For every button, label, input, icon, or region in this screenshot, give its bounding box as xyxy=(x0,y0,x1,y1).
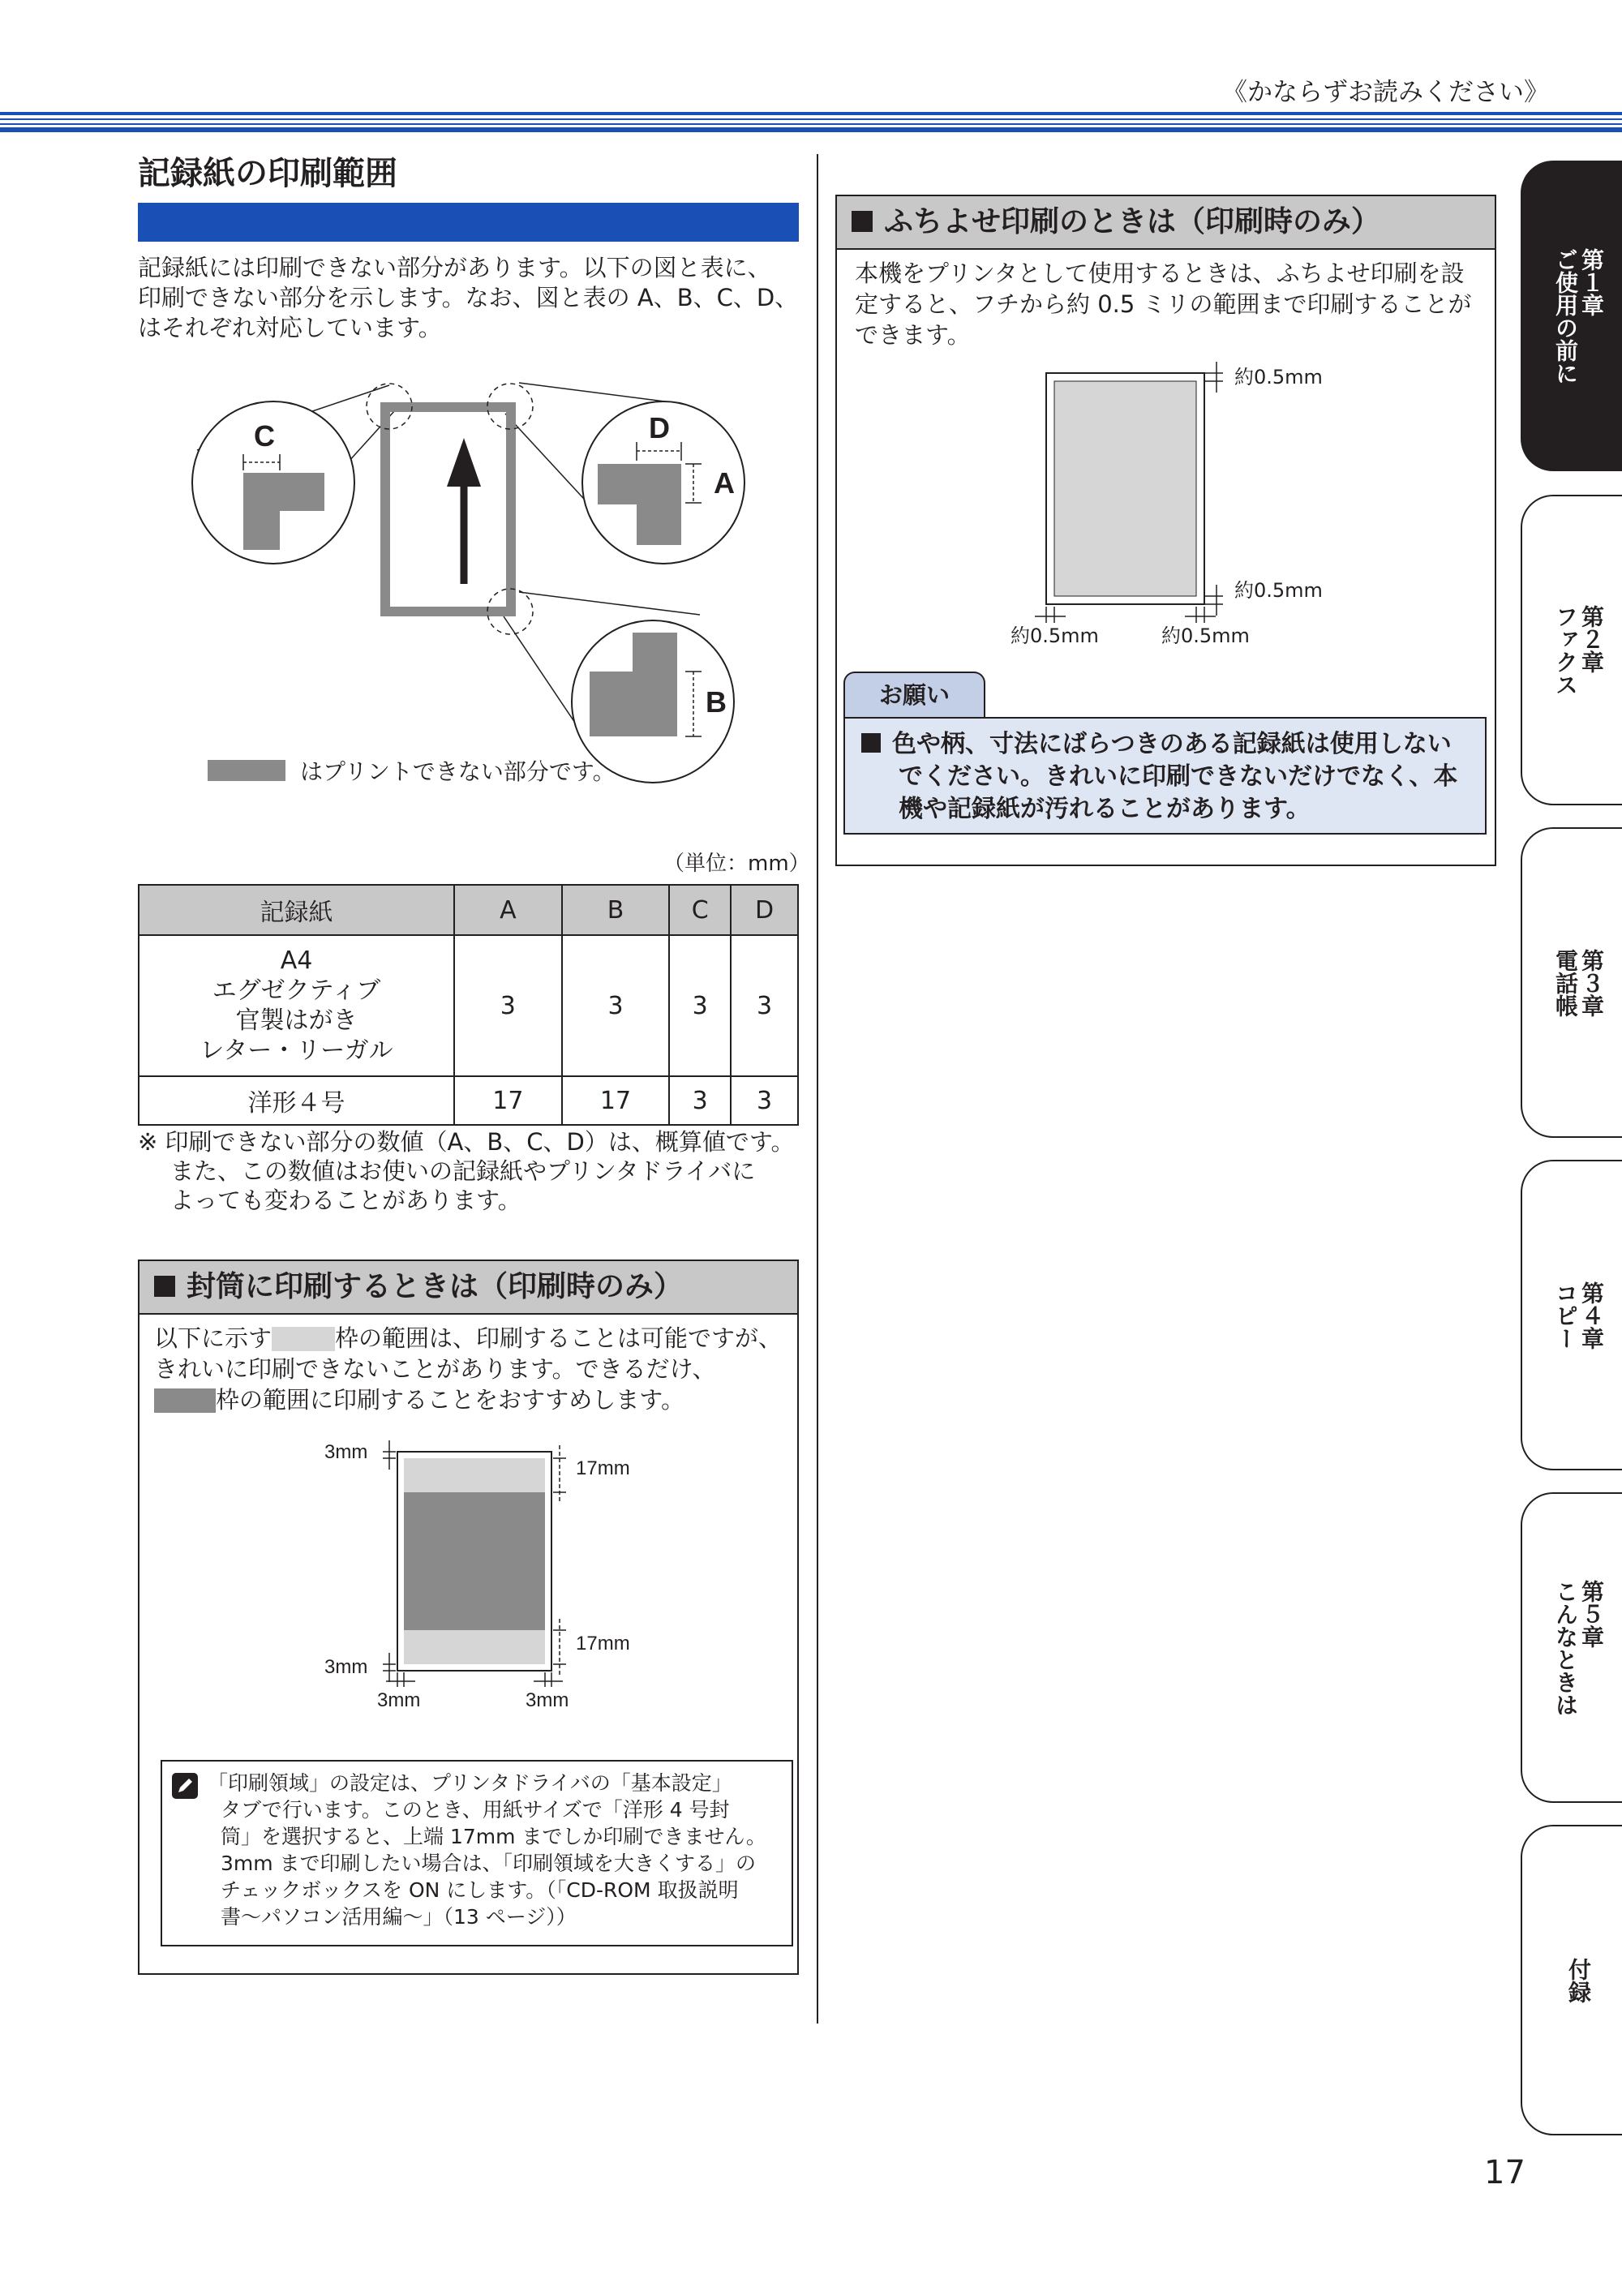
onegai-tab: お願い xyxy=(843,672,985,719)
col-header: C xyxy=(669,885,731,935)
tip-line: 3mm まで印刷したい場合は、「印刷領域を大きくする」の xyxy=(221,1852,757,1875)
tip-line: タブで行います。このとき、用紙サイズで「洋形 4 号封 xyxy=(221,1798,730,1822)
onegai-text: 色や柄、寸法にばらつきのある記録紙は使用しない xyxy=(892,730,1452,758)
col-header: D xyxy=(731,885,798,935)
chapter-title: 電話帳 xyxy=(1552,948,1579,1017)
borderless-body xyxy=(837,250,1495,350)
value-c: 3 xyxy=(669,1076,731,1125)
chapter-title: 付録 xyxy=(1565,1957,1592,2003)
borderless-box-header xyxy=(837,196,1495,250)
label-d: D xyxy=(649,411,670,444)
onegai-box xyxy=(843,717,1487,835)
paper-name: エグゼクティブ xyxy=(212,976,381,1005)
chapter-tab-label xyxy=(1552,949,1604,1017)
value-d: 3 xyxy=(731,935,798,1076)
header-text: 《かならずお読みください》 xyxy=(1222,78,1549,107)
envelope-text: 枠の範囲は、印刷することは可能ですが、 xyxy=(335,1324,783,1352)
dim-top: 約0.5mm xyxy=(1234,366,1323,388)
dim-top-right: 17mm xyxy=(576,1457,630,1479)
dim-top-left: 3mm xyxy=(324,1441,368,1463)
chapter-tab-2[interactable] xyxy=(1521,495,1622,805)
chapter-tab-appendix[interactable] xyxy=(1521,1825,1622,2135)
page-number: 17 xyxy=(1484,2154,1525,2191)
paper-name: 洋形４号 xyxy=(139,1076,454,1125)
onegai-line: でください。きれいに印刷できないだけでなく、本 xyxy=(899,762,1458,791)
table-header-row xyxy=(139,885,798,935)
tip-text xyxy=(208,1770,783,1930)
dim-right: 約0.5mm xyxy=(1161,624,1250,647)
dim-bottom: 約0.5mm xyxy=(1234,579,1323,602)
col-header: 記録紙 xyxy=(139,885,454,935)
tip-line: 筒」を選択すると、上端 17mm までしか印刷できません。 xyxy=(221,1825,766,1848)
chapter-tab-label xyxy=(1552,1281,1604,1350)
paper-name: レター・リーガル xyxy=(200,1036,393,1065)
leader-line xyxy=(519,592,700,615)
envelope-line xyxy=(154,1323,797,1354)
tip-box xyxy=(161,1760,793,1946)
envelope-text: 枠の範囲に印刷することをおすすめします。 xyxy=(216,1386,684,1414)
intro-text xyxy=(138,253,803,343)
printable-area xyxy=(1054,381,1196,596)
envelope-diagram xyxy=(308,1434,649,1726)
chapter-tab-4[interactable] xyxy=(1521,1160,1622,1470)
chapter-title: ご使用の前に xyxy=(1552,247,1579,384)
note-line: ※ 印刷できない部分の数値（A、B、C、D）は、概算値です。 xyxy=(138,1128,795,1156)
borderless-line: 定すると、フチから約 0.5 ミリの範囲まで印刷することが xyxy=(855,290,1472,318)
chapter-number: 第４章 xyxy=(1578,1281,1605,1350)
chapter-title: コピー xyxy=(1552,1281,1579,1350)
leader-line xyxy=(519,383,684,404)
legend-text: はプリントできない部分です。 xyxy=(300,758,616,785)
borderless-line: できます。 xyxy=(855,321,971,349)
intro-line: 印刷できない部分を示します。なお、図と表の A、B、C、D、 xyxy=(138,284,799,311)
intro-line: 記録紙には印刷できない部分があります。以下の図と表に、 xyxy=(138,254,771,281)
value-a: 17 xyxy=(454,1076,562,1125)
dim-bottom-right: 17mm xyxy=(576,1633,630,1654)
onegai-line: 機や記録紙が汚れることがあります。 xyxy=(899,795,1311,823)
header-rule xyxy=(0,112,1622,115)
envelope-title: 封筒に印刷するときは（印刷時のみ） xyxy=(187,1270,684,1303)
header-rule-thin xyxy=(0,118,1622,120)
value-b: 3 xyxy=(562,935,670,1076)
paper-name: A4 xyxy=(280,946,313,975)
envelope-text: 以下に示す xyxy=(154,1324,272,1352)
borderless-line: 本機をプリンタとして使用するときは、ふちよせ印刷を設 xyxy=(855,260,1465,287)
paper-name: 官製はがき xyxy=(235,1006,358,1035)
value-b: 17 xyxy=(562,1076,670,1125)
chapter-tab-label xyxy=(1565,1958,1591,2003)
chapter-tab-3[interactable] xyxy=(1521,827,1622,1138)
square-bullet-icon xyxy=(861,733,881,753)
label-c: C xyxy=(254,419,275,453)
header-rule-thick xyxy=(0,127,1622,132)
col-header: B xyxy=(562,885,670,935)
square-bullet-icon xyxy=(852,211,873,232)
square-bullet-icon xyxy=(154,1276,175,1297)
note-line: また、この数値はお使いの記録紙やプリンタドライバに xyxy=(170,1157,756,1185)
table-note xyxy=(138,1127,811,1215)
margin-table xyxy=(138,884,799,1126)
envelope-recommended-area xyxy=(404,1492,545,1630)
label-b: B xyxy=(706,685,727,719)
table-row xyxy=(139,1076,798,1125)
legend-swatch xyxy=(208,760,285,781)
borderless-title: ふちよせ印刷のときは（印刷時のみ） xyxy=(884,205,1381,238)
heading-bar xyxy=(138,203,799,242)
light-gray-swatch xyxy=(272,1327,335,1351)
column-divider xyxy=(817,154,818,2023)
dark-gray-swatch xyxy=(154,1388,216,1413)
header-rule-thin xyxy=(0,123,1622,125)
feed-arrow-head xyxy=(447,438,481,487)
dim-x-right: 3mm xyxy=(526,1689,569,1711)
section-title: 記録紙の印刷範囲 xyxy=(138,155,397,192)
tip-line: 書〜パソコン活用編〜」（13 ページ）） xyxy=(221,1905,577,1929)
chapter-tab-label xyxy=(1552,1580,1604,1716)
envelope-body xyxy=(139,1315,797,1415)
printable-area-diagram xyxy=(182,373,766,795)
borderless-diagram xyxy=(1006,357,1362,657)
dim-left: 約0.5mm xyxy=(1011,624,1099,647)
chapter-number: 第５章 xyxy=(1578,1579,1605,1648)
value-a: 3 xyxy=(454,935,562,1076)
intro-line: はそれぞれ対応しています。 xyxy=(138,314,442,341)
dim-bottom-left: 3mm xyxy=(324,1656,368,1678)
envelope-line xyxy=(154,1384,797,1415)
chapter-number: 第２章 xyxy=(1578,604,1605,673)
table-row xyxy=(139,935,798,1076)
dim-x-left: 3mm xyxy=(377,1689,421,1711)
memo-pencil-icon xyxy=(172,1773,198,1799)
chapter-tab-label xyxy=(1552,605,1604,696)
col-header: A xyxy=(454,885,562,935)
label-a: A xyxy=(714,466,735,500)
chapter-number: 第１章 xyxy=(1578,247,1605,316)
onegai-line xyxy=(861,728,1472,761)
table-unit: （単位：mm） xyxy=(663,852,810,876)
envelope-box-header xyxy=(139,1261,797,1315)
value-c: 3 xyxy=(669,935,731,1076)
value-d: 3 xyxy=(731,1076,798,1125)
chapter-number: 第３章 xyxy=(1578,948,1605,1017)
paper-names-cell xyxy=(139,935,454,1076)
chapter-tab-label xyxy=(1552,248,1604,384)
paper-margin-frame xyxy=(385,407,511,612)
tip-line: チェックボックスを ON にします。（「CD-ROM 取扱説明 xyxy=(221,1878,739,1902)
envelope-line: きれいに印刷できないことがあります。できるだけ、 xyxy=(154,1355,716,1383)
chapter-tab-1[interactable] xyxy=(1521,161,1622,471)
note-line: よっても変わることがあります。 xyxy=(170,1187,521,1214)
tip-line: 「印刷領域」の設定は、プリンタドライバの「基本設定」 xyxy=(208,1771,732,1795)
chapter-title: ファクス xyxy=(1552,604,1579,696)
chapter-title: こんなときは xyxy=(1552,1579,1579,1716)
chapter-tab-5[interactable] xyxy=(1521,1492,1622,1803)
